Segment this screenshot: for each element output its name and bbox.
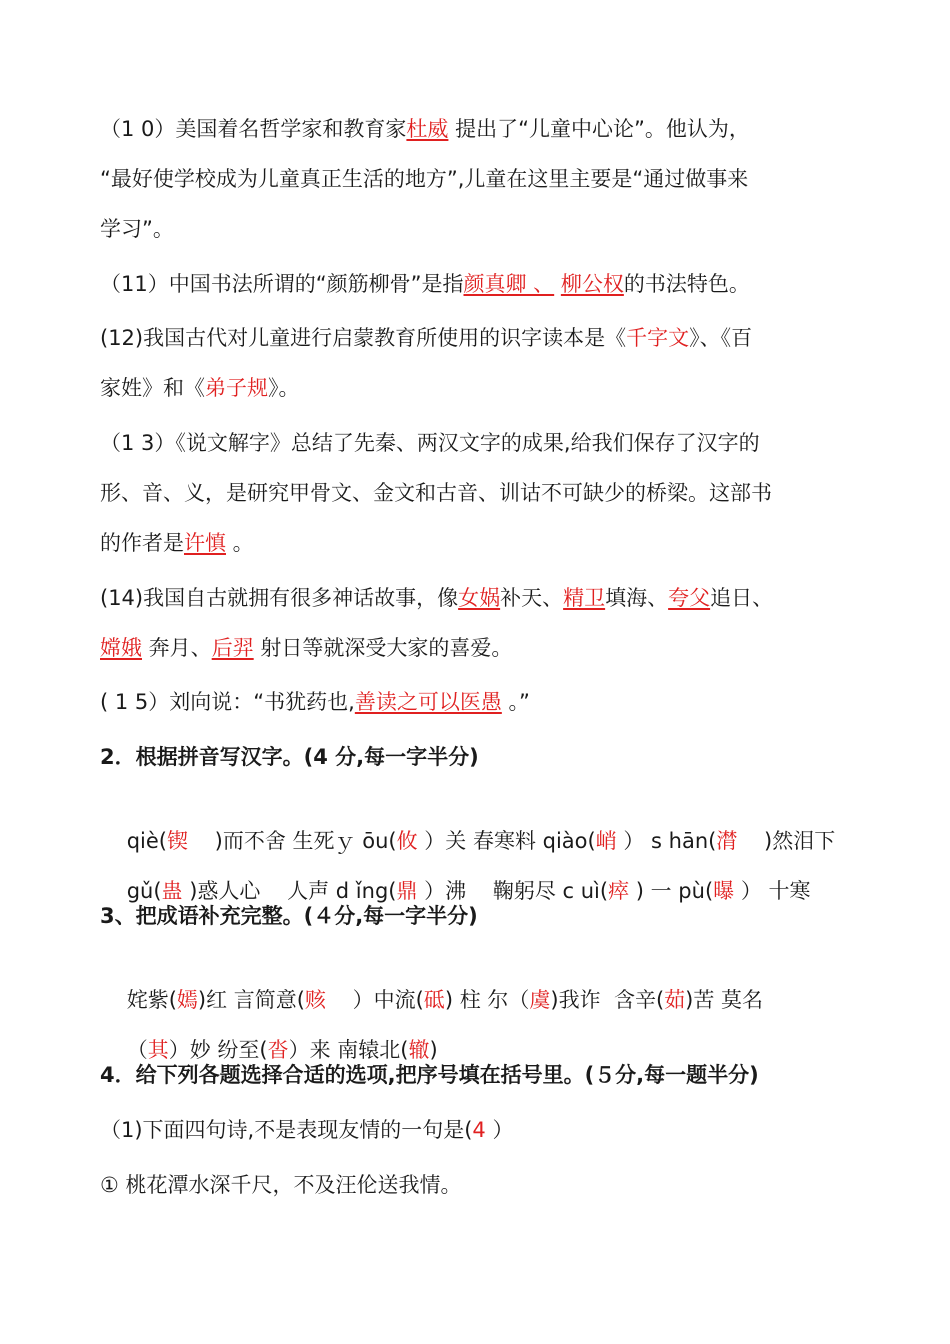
q10-line-3: 学习”。 bbox=[100, 217, 174, 241]
answer-char: 蛊 bbox=[161, 879, 183, 903]
section-3-heading: 3、把成语补充完整。(４分,每一字半分) bbox=[100, 904, 478, 928]
q15-line: ( 1 5）刘向说：“书犹药也,善读之可以医愚 。” bbox=[100, 690, 530, 714]
answer-du-wei: 杜威 bbox=[406, 117, 449, 141]
answer-shandu: 善读之可以医愚 bbox=[354, 690, 502, 714]
answer-jingwei: 精卫 bbox=[563, 586, 606, 610]
q13-line-2: 形、音、义，是研究甲骨文、金文和古音、训诂不可缺少的桥梁。这部书 bbox=[100, 481, 772, 505]
answer-char: 锲 bbox=[166, 829, 188, 853]
answer-choice: 4 bbox=[472, 1118, 486, 1142]
q10-line-2: “最好使学校成为儿童真正生活的地方”,儿童在这里主要是“通过做事来 bbox=[100, 167, 749, 191]
answer-char: 攸 bbox=[396, 829, 418, 853]
answer-char: 曝 bbox=[713, 879, 735, 903]
answer-nuwa: 女娲 bbox=[458, 586, 501, 610]
q14-line-2: 嫦娥 奔月、后羿 射日等就深受大家的喜爱。 bbox=[100, 636, 513, 660]
answer-yan-zhenqing: 颜真卿 bbox=[463, 272, 527, 296]
answer-houyi: 后羿 bbox=[211, 636, 254, 660]
answer-char: 其 bbox=[147, 1038, 169, 1062]
answer-char: 辙 bbox=[408, 1038, 430, 1062]
answer-char: 嫣 bbox=[176, 988, 198, 1012]
answer-xu-shen: 许慎 bbox=[184, 531, 226, 555]
answer-liu-gongquan: 柳公权 bbox=[560, 272, 624, 296]
s4-option-1: ① 桃花潭水深千尺，不及汪伦送我情。 bbox=[100, 1173, 462, 1197]
answer-char: 赅 bbox=[304, 988, 326, 1012]
q11-line: （11）中国书法所谓的“颜筋柳骨”是指颜真卿 、 柳公权的书法特色。 bbox=[100, 272, 750, 296]
q13-line-3: 的作者是许慎 。 bbox=[100, 531, 254, 555]
answer-char: 砥 bbox=[423, 988, 445, 1012]
q10-line-1: （1 0）美国着名哲学家和教育家杜威 提出了“儿童中心论”。他认为， bbox=[100, 117, 750, 141]
section-4-heading: 4．给下列各题选择合适的选项,把序号填在括号里。(５分,每一题半分) bbox=[100, 1063, 759, 1087]
answer-qianziwen: 千字文 bbox=[626, 326, 690, 350]
s4-question-1: （1)下面四句诗,不是表现友情的一句是(4 ） bbox=[100, 1118, 514, 1142]
answer-char: 沓 bbox=[267, 1038, 289, 1062]
pinyin-row-2: gǔ(蛊 )惑人心 人声 d ǐng(鼎 ）沸 鞠躬尽 c uì(瘁 ) 一 pù(曝 ） 十寒 bbox=[126, 879, 811, 903]
pinyin-row-1: qiè(锲 )而不舍 生死ｙ ōu(攸 ）关 春寒料 qiào(峭 ） s hān(潸 )然泪下 bbox=[126, 829, 836, 853]
answer-char: 虞 bbox=[529, 988, 551, 1012]
q12-line-2: 家姓》和《弟子规》。 bbox=[100, 376, 300, 400]
answer-char: 峭 bbox=[595, 829, 617, 853]
section-2-heading: 2．根据拼音写汉字。(4 分,每一字半分) bbox=[100, 745, 479, 769]
q14-line-1: (14)我国自古就拥有很多神话故事，像女娲补天、精卫填海、夸父追日、 bbox=[100, 586, 774, 610]
answer-char: 茹 bbox=[664, 988, 686, 1012]
idiom-row-1: 姹紫(嫣)红 言简意(赅 ）中流(砥) 柱 尔（虞)我诈 含辛(茹)苦 莫名 bbox=[126, 988, 764, 1012]
answer-char: 瘁 bbox=[608, 879, 630, 903]
answer-char: 潸 bbox=[716, 829, 738, 853]
answer-char: 鼎 bbox=[396, 879, 418, 903]
q12-line-1: (12)我国古代对儿童进行启蒙教育所使用的识字读本是《千字文》、《百 bbox=[100, 326, 753, 350]
answer-change: 嫦娥 bbox=[100, 636, 142, 660]
answer-dizigui: 弟子规 bbox=[205, 376, 268, 400]
q13-line-1: （1 3）《说文解字》总结了先秦、两汉文字的成果,给我们保存了汉字的 bbox=[100, 431, 760, 455]
idiom-row-2: （其）妙 纷至(沓）来 南辕北(辙) bbox=[126, 1038, 438, 1062]
answer-kuafu: 夸父 bbox=[668, 586, 711, 610]
